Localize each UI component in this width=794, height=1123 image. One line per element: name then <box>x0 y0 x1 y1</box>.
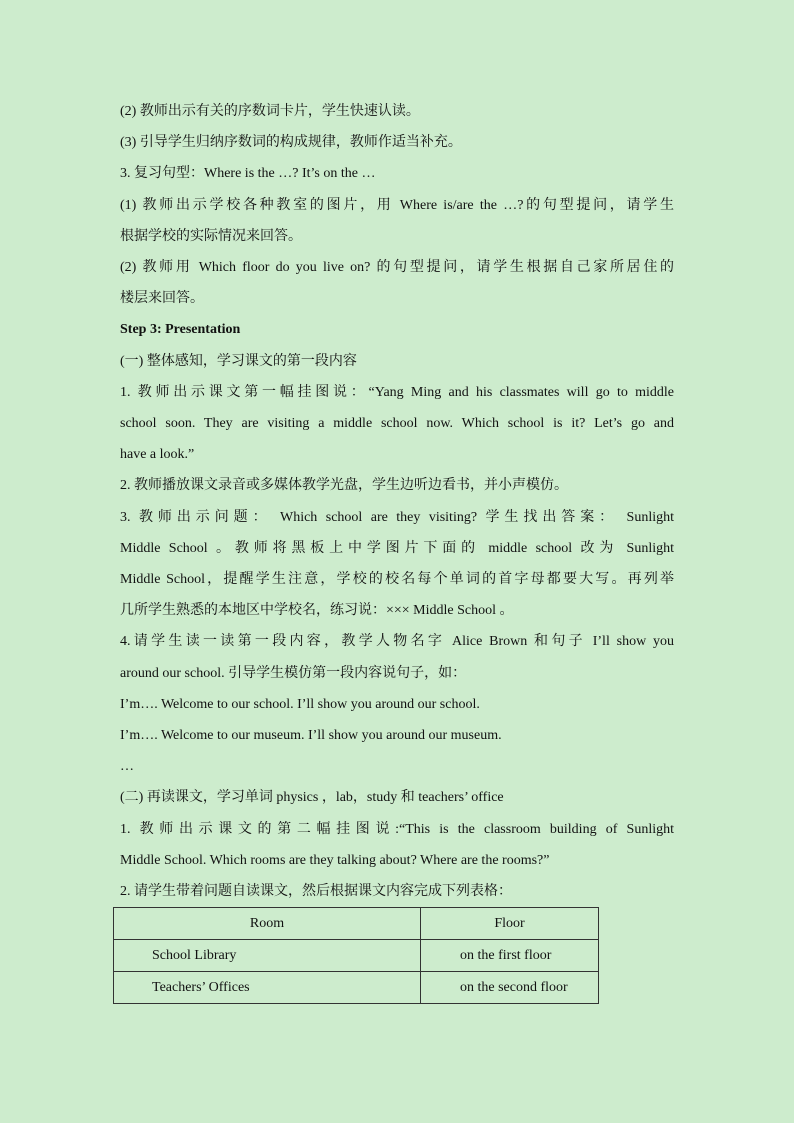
paragraph-line: … <box>120 759 134 775</box>
paragraph-line: (2) 教师用 Which floor do you live on? 的句型提问，请学生根据自己家所居住的 <box>120 260 674 276</box>
paragraph-line: 4.请学生读一读第一段内容，教学人物名字 Alice Brown 和句子 I’ll show you <box>120 634 674 650</box>
paragraph-line: 楼层来回答。 <box>120 291 204 307</box>
table-row <box>114 972 599 1004</box>
paragraph-line: 根据学校的实际情况来回答。 <box>120 228 302 244</box>
paragraph-line: Middle School，提醒学生注意，学校的校名每个单词的首字母都要大写。再列举 <box>120 572 674 588</box>
table-header-room: Room <box>114 908 421 940</box>
paragraph-line: I’m…. Welcome to our school. I’ll show you around our school. <box>120 696 480 712</box>
paragraph-line: Middle School 。教师将黑板上中学图片下面的 middle school 改为 Sunlight <box>120 540 674 556</box>
paragraph-line: (1) 教师出示学校各种教室的图片，用 Where is/are the …?的句型提问，请学生 <box>120 197 674 213</box>
table-row <box>114 940 599 972</box>
paragraph-line: have a look.” <box>120 447 195 463</box>
table-cell-room: School Library <box>114 940 421 972</box>
paragraph-line: 1. 教师出示课文第一幅挂图说：“Yang Ming and his classmates will go to middle <box>120 384 674 400</box>
paragraph-line: 2. 请学生带着问题自读课文，然后根据课文内容完成下列表格： <box>120 884 512 900</box>
paragraph-line: 1. 教师出示课文的第二幅挂图说:“This is the classroom building of Sunlight <box>120 821 674 837</box>
paragraph-line: (2) 教师出示有关的序数词卡片，学生快速认读。 <box>120 104 420 119</box>
paragraph-line: 3. 教师出示问题： Which school are they visiting? 学生找出答案： Sunlight <box>120 509 674 525</box>
paragraph-line: (二) 再读课文，学习单词 physics ，lab，study 和 teachers’ office <box>120 790 504 806</box>
section-heading: Step 3: Presentation <box>120 322 241 338</box>
paragraph-line: 3. 复习句型：Where is the …? It’s on the … <box>120 166 376 182</box>
table-header-row <box>114 908 599 940</box>
paragraph-line: around our school. 引导学生模仿第一段内容说句子，如： <box>120 665 467 681</box>
table-header-floor: Floor <box>421 908 599 940</box>
table-cell-floor: on the first floor <box>421 940 599 972</box>
paragraph-line: 2. 教师播放课文录音或多媒体教学光盘，学生边听边看书，并小声模仿。 <box>120 478 568 494</box>
table-cell-room: Teachers’ Offices <box>114 972 421 1004</box>
table-cell-floor: on the second floor <box>421 972 599 1004</box>
paragraph-line: Middle School. Which rooms are they talking about? Where are the rooms?” <box>120 852 550 868</box>
paragraph-line: (3) 引导学生归纳序数词的构成规律，教师作适当补充。 <box>120 135 462 151</box>
paragraph-line: (一) 整体感知，学习课文的第一段内容 <box>120 353 357 369</box>
document-body <box>120 96 674 907</box>
room-floor-table <box>113 907 599 1004</box>
paragraph-line: I’m…. Welcome to our museum. I’ll show you around our museum. <box>120 728 502 744</box>
paragraph-line: 几所学生熟悉的本地区中学校名，练习说：××× Middle School 。 <box>120 603 514 619</box>
paragraph-line: school soon. They are visiting a middle school now. Which school is it? Let’s go and <box>120 416 674 432</box>
